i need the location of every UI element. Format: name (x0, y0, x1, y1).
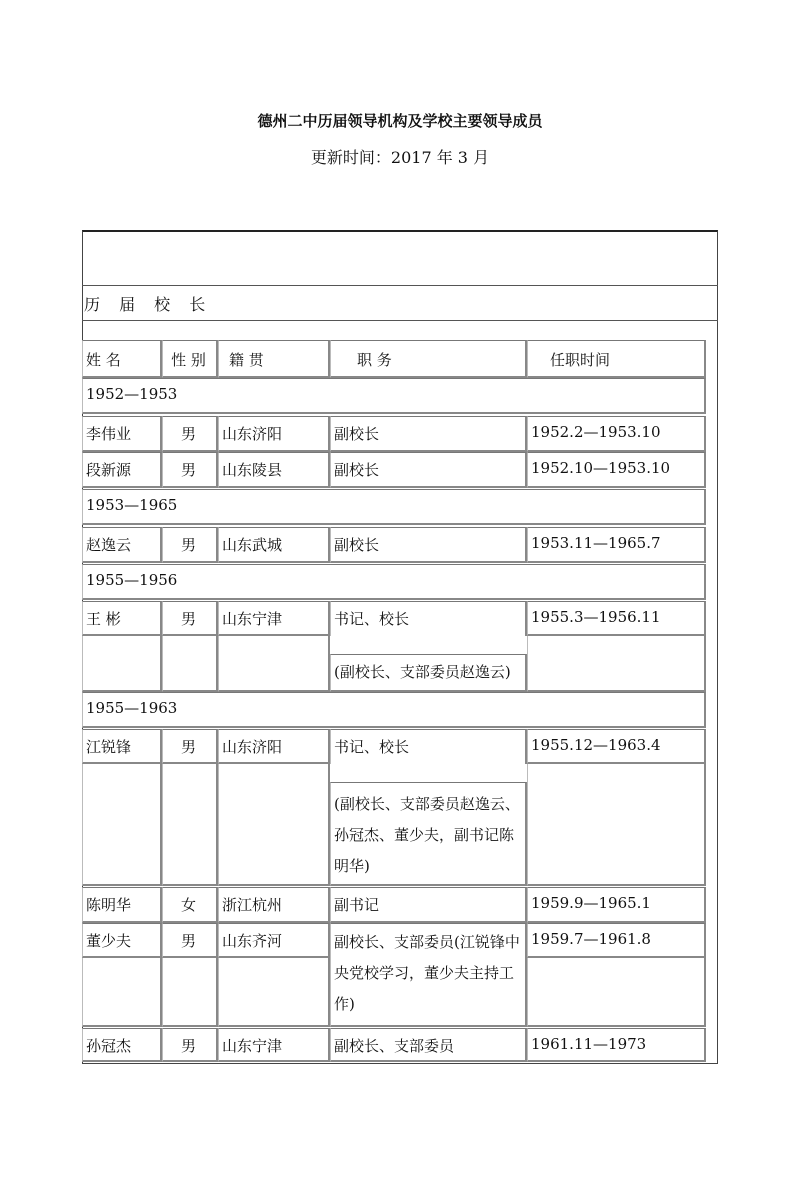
cell-term: 1953.11—1965.7 (527, 527, 706, 563)
cell-sex: 女 (162, 887, 218, 923)
cell-sex: 男 (162, 527, 218, 563)
group-label: 1953—1965 (82, 489, 706, 525)
cell-name: 段新源 (82, 452, 162, 488)
table-row (82, 527, 706, 563)
group-row (82, 489, 706, 525)
cell-empty (218, 958, 330, 1027)
cell-sex: 男 (162, 729, 218, 764)
cell-term: 1955.3—1956.11 (527, 601, 706, 636)
cell-empty (82, 958, 162, 1027)
table-row-continued (82, 958, 706, 1027)
cell-origin: 山东武城 (218, 527, 330, 563)
cell-origin: 山东宁津 (218, 601, 330, 636)
cell-empty (82, 764, 162, 886)
cell-post: 副校长 (330, 452, 527, 488)
group-label: 1955—1956 (82, 564, 706, 600)
cell-origin: 山东齐河 (218, 923, 330, 958)
group-row (82, 378, 706, 414)
cell-origin: 山东陵县 (218, 452, 330, 488)
update-time: 更新时间：2017 年 3 月 (310, 148, 490, 167)
table-row (82, 452, 706, 488)
cell-origin: 山东济阳 (218, 416, 330, 452)
header-sex: 性 别 (162, 340, 218, 378)
header-term: 任职时间 (527, 340, 706, 378)
cell-post-note: (副校长、支部委员赵逸云、孙冠杰、董少夫，副书记陈明华) (330, 782, 527, 886)
group-label: 1952—1953 (82, 378, 706, 414)
table-row (82, 601, 706, 636)
table-row (82, 887, 706, 923)
cell-name: 孙冠杰 (82, 1028, 162, 1062)
cell-term: 1952.2—1953.10 (527, 416, 706, 452)
group-label: 1955—1963 (82, 692, 706, 728)
cell-empty (218, 636, 330, 692)
cell-term: 1952.10—1953.10 (527, 452, 706, 488)
group-row (82, 692, 706, 728)
cell-sex: 男 (162, 1028, 218, 1062)
cell-origin: 山东济阳 (218, 729, 330, 764)
cell-empty (162, 764, 218, 886)
cell-name: 陈明华 (82, 887, 162, 923)
cell-name: 赵逸云 (82, 527, 162, 563)
header-origin: 籍 贯 (218, 340, 330, 378)
cell-name: 王 彬 (82, 601, 162, 636)
cell-name: 董少夫 (82, 923, 162, 958)
cell-post-note: (副校长、支部委员赵逸云) (330, 654, 527, 692)
group-row (82, 564, 706, 600)
cell-empty (218, 764, 330, 886)
cell-empty (162, 958, 218, 1027)
cell-post: 副校长、支部委员(江锐锋中央党校学习，董少夫主持工作) (330, 923, 527, 1027)
table-header-row (82, 340, 706, 378)
cell-term: 1955.12—1963.4 (527, 729, 706, 764)
cell-post: 书记、校长 (330, 601, 527, 636)
cell-post: 副校长、支部委员 (330, 1028, 527, 1062)
section-title: 历 届 校 长 (84, 295, 213, 314)
cell-empty (82, 636, 162, 692)
table-row (82, 416, 706, 452)
cell-empty (527, 958, 706, 1027)
cell-post: 副校长 (330, 527, 527, 563)
divider (82, 285, 718, 286)
divider (82, 320, 718, 321)
cell-term: 1961.11—1973 (527, 1028, 706, 1062)
cell-name: 江锐锋 (82, 729, 162, 764)
table-row (82, 1028, 706, 1062)
cell-post: 副校长 (330, 416, 527, 452)
cell-empty (162, 636, 218, 692)
cell-origin: 浙江杭州 (218, 887, 330, 923)
header-post: 职 务 (330, 340, 527, 378)
table-row-continued (82, 764, 706, 886)
header-name: 姓 名 (82, 340, 162, 378)
cell-sex: 男 (162, 601, 218, 636)
cell-post: 书记、校长 (330, 729, 527, 764)
cell-sex: 男 (162, 923, 218, 958)
cell-sex: 男 (162, 416, 218, 452)
cell-name: 李伟业 (82, 416, 162, 452)
cell-origin: 山东宁津 (218, 1028, 330, 1062)
cell-empty (527, 764, 706, 886)
cell-sex: 男 (162, 452, 218, 488)
cell-term: 1959.9—1965.1 (527, 887, 706, 923)
table-row (82, 729, 706, 764)
cell-post: 副书记 (330, 887, 527, 923)
document-title: 德州二中历届领导机构及学校主要领导成员 (257, 112, 543, 130)
table-row-continued (82, 636, 706, 692)
cell-empty (527, 636, 706, 692)
cell-term: 1959.7—1961.8 (527, 923, 706, 958)
